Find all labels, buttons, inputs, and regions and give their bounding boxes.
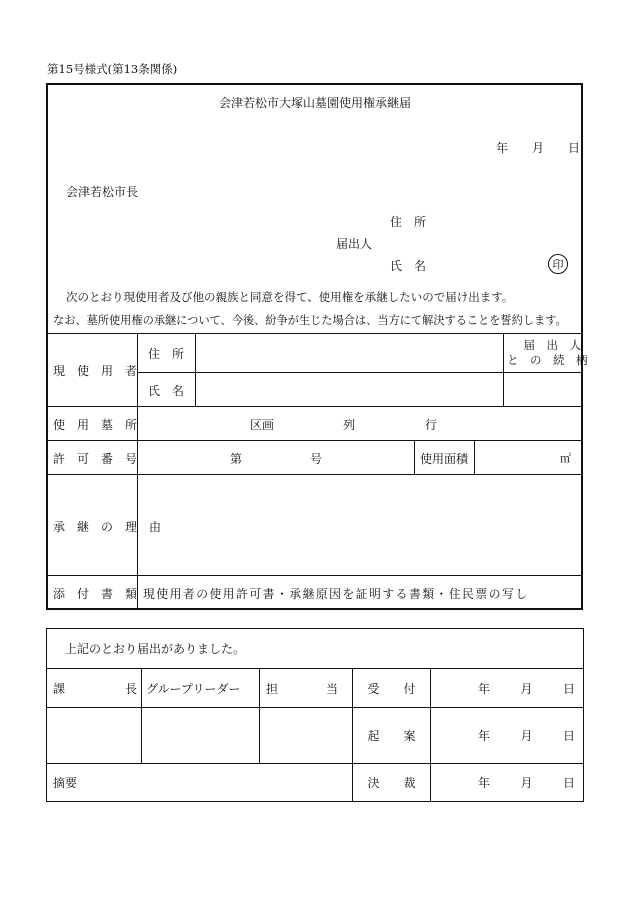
statement-consent: 次のとおり現使用者及び他の親族と同意を得て、使用権を承継したいので届け出ます。 (66, 290, 514, 304)
group-leader-seal-box[interactable] (142, 708, 260, 764)
drafted-label: 起 案 (353, 708, 431, 764)
remarks-label: 摘要 (47, 764, 353, 802)
permit-number-suffix: 号 (310, 452, 323, 466)
addressee: 会津若松市長 (66, 185, 139, 199)
grave-row-label: 列 (343, 418, 356, 432)
applicant-role-label: 届出人 (336, 237, 373, 251)
grave-location-label: 使 用 墓 所 (53, 418, 138, 432)
attachments-label: 添 付 書 類 (53, 587, 138, 601)
seal-mark: 印 (548, 254, 568, 274)
relation-label-line1: 届 出 人 (523, 338, 581, 352)
office-use-table (46, 628, 584, 802)
succession-reason-field[interactable] (138, 475, 582, 574)
date-year: 年 (496, 141, 509, 155)
staff-label: 担 当 (260, 669, 353, 708)
date-month: 月 (532, 141, 545, 155)
date-day: 日 (568, 141, 581, 155)
received-note: 上記のとおり届出がありました。 (47, 629, 584, 669)
approved-date[interactable]: 年 月 日 (431, 764, 584, 802)
drafted-date[interactable]: 年 月 日 (431, 708, 584, 764)
succession-reason-label: 承 継 の 理 由 (53, 520, 162, 534)
received-date[interactable]: 年 月 日 (431, 669, 584, 708)
group-leader-label: グループリーダー (142, 669, 260, 708)
approved-label: 決 裁 (353, 764, 431, 802)
relation-label-line2: と の 続 柄 (507, 353, 588, 367)
statement-pledge: なお、墓所使用権の承継について、今後、紛争が生じた場合は、当方にて解決することを誓約します。 (53, 314, 567, 327)
staff-seal-box[interactable] (260, 708, 353, 764)
current-user-label: 現 使 用 者 (53, 364, 138, 378)
chief-label: 課 長 (47, 669, 142, 708)
area-unit: ㎡ (560, 452, 571, 465)
current-user-address-label: 住 所 (148, 347, 185, 361)
received-label: 受 付 (353, 669, 431, 708)
chief-seal-box[interactable] (47, 708, 142, 764)
applicant-address-label: 住 所 (390, 215, 427, 229)
permit-number-label: 許 可 番 号 (53, 452, 138, 466)
current-user-address-field[interactable] (196, 334, 502, 371)
form-number: 第15号様式(第13条関係) (47, 62, 178, 76)
current-user-name-field[interactable] (196, 373, 502, 405)
form-title: 会津若松市大塚山墓園使用権承継届 (218, 96, 411, 110)
relation-field[interactable] (504, 373, 582, 405)
attachments-value: 現使用者の使用許可書・承継原因を証明する書類・住民票の写し (143, 587, 529, 601)
current-user-name-label: 氏 名 (148, 384, 185, 398)
applicant-name-label: 氏 名 (390, 259, 427, 273)
grave-line-label: 行 (425, 418, 438, 432)
area-label: 使用面積 (420, 452, 469, 466)
permit-number-prefix: 第 (230, 452, 243, 466)
grave-section-label: 区画 (250, 418, 275, 432)
